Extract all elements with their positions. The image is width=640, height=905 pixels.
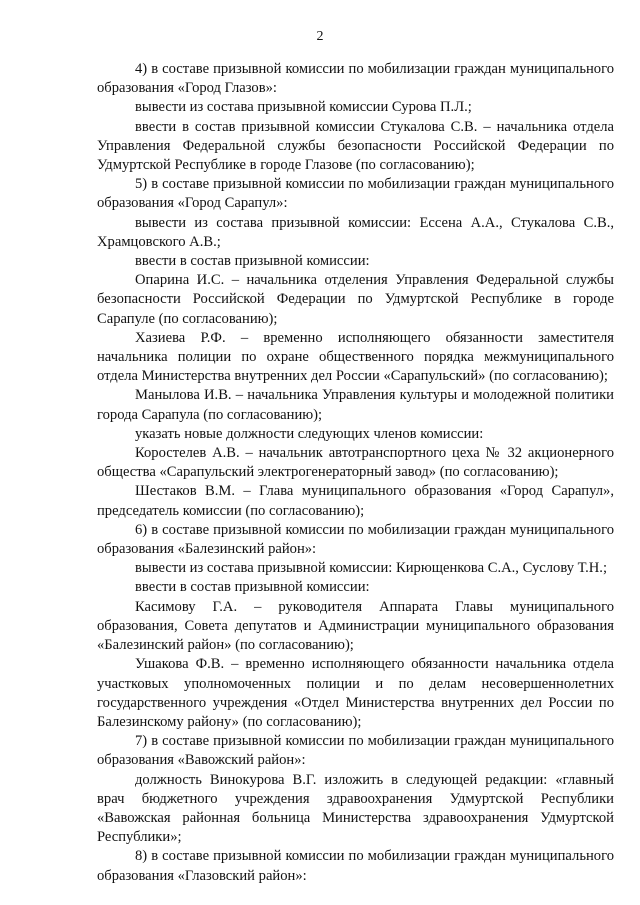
paragraph: Опарина И.С. – начальника отделения Управления Федеральной службы безопасности Российской Федерации по Удмуртской Республике в городе Сарапуле (по согласованию); (97, 272, 614, 327)
paragraph: Коростелев А.В. – начальник автотранспортного цеха № 32 акционерного общества «Сарапульский электрогенераторный завод» (по согласованию); (97, 445, 614, 481)
paragraph: 6) в составе призывной комиссии по мобилизации граждан муниципального образования «Балезинский район»: (97, 521, 614, 558)
paragraph: вывести из состава призывной комиссии: Кирющенкова С.А., Суслову Т.Н.; (135, 560, 607, 577)
paragraph: 8) в составе призывной комиссии по мобилизации граждан муниципального образования «Глазовский район»: (97, 848, 614, 884)
paragraph: вывести из состава призывной комиссии: Ессена А.А., Стукалова С.В., Храмцовского А.В.; (97, 214, 614, 250)
paragraph: Манылова И.В. – начальника Управления культуры и молодежной политики города Сарапула (по согласованию); (97, 387, 614, 423)
paragraph: должность Винокурова В.Г. изложить в следующей редакции: «главный врач бюджетного учреждения здравоохранения Удмуртской Республики «Вавожская районная больница Министерства здравоохранения Удмуртской Республики»; (97, 771, 614, 846)
paragraph: Касимову Г.А. – руководителя Аппарата Главы муниципального образования, Совета депутатов и Администрации муниципального образования «Балезинский район» (по согласованию); (97, 598, 614, 654)
paragraph: 7) в составе призывной комиссии по мобилизации граждан муниципального образования «Вавожский район»: (97, 733, 614, 769)
paragraph: вывести из состава призывной комиссии Сурова П.Л.; (135, 99, 472, 116)
paragraph: Шестаков В.М. – Глава муниципального образования «Город Сарапул», председатель комиссии (по согласованию); (97, 483, 614, 519)
paragraph: 5) в составе призывной комиссии по мобилизации граждан муниципального образования «Город Сарапул»: (97, 176, 614, 212)
paragraph: Хазиева Р.Ф. – временно исполняющего обязанности заместителя начальника полиции по охране общественного порядка межмуниципального отдела Министерства внутренних дел России «Сарапульский» (по согласованию); (97, 329, 614, 385)
document-body (97, 60, 614, 886)
paragraph: ввести в состав призывной комиссии Стукалова С.В. – начальника отдела Управления Федеральной службы безопасности Российской Федерации по Удмуртской Республике в городе Глазове (по согласованию); (97, 118, 614, 174)
paragraph: указать новые должности следующих членов комиссии: (135, 425, 484, 442)
paragraph: ввести в состав призывной комиссии: (135, 579, 370, 596)
page-number: 2 (316, 29, 324, 44)
paragraph: ввести в состав призывной комиссии: (135, 253, 370, 270)
paragraph: 4) в составе призывной комиссии по мобилизации граждан муниципального образования «Город Глазов»: (97, 61, 614, 97)
paragraph: Ушакова Ф.В. – временно исполняющего обязанности начальника отдела участковых уполномоченных полиции и по делам несовершеннолетних государственного учреждения «Отдел Министерства внутренних дел России по Балезинскому району» (по согласованию); (97, 656, 614, 730)
